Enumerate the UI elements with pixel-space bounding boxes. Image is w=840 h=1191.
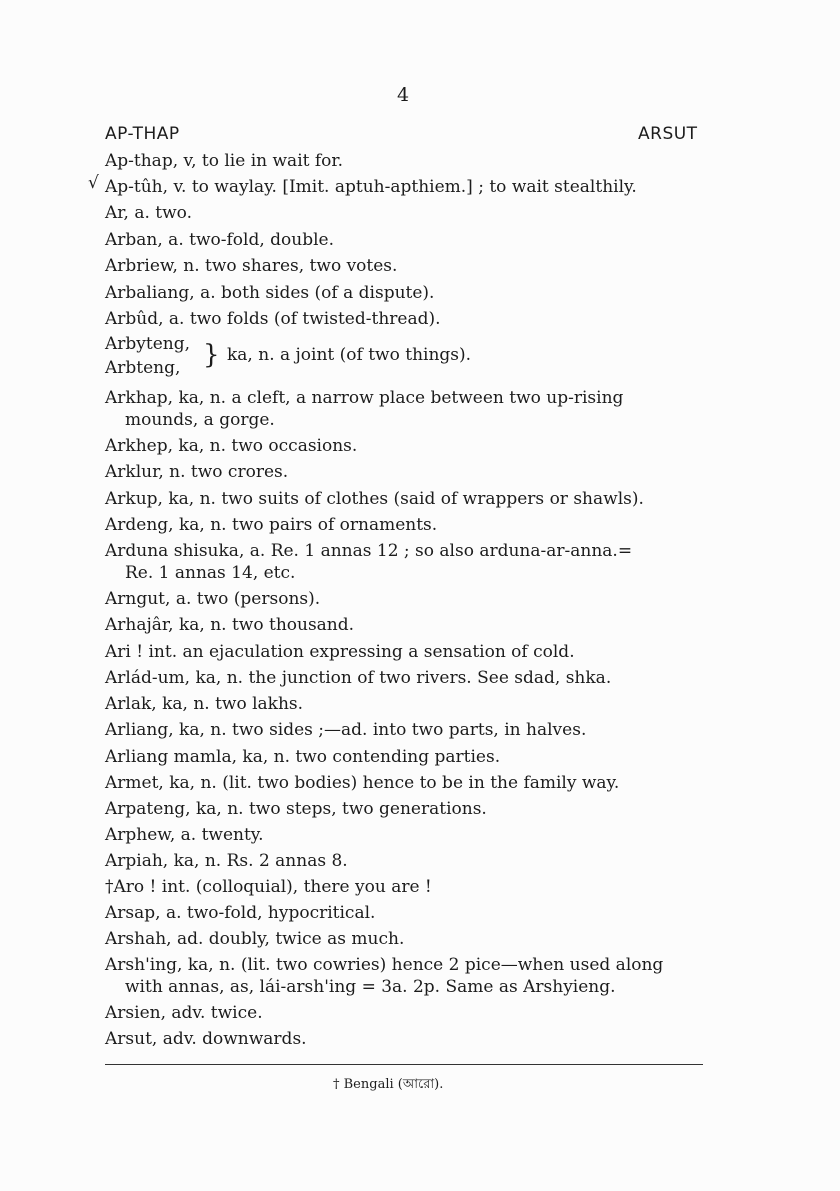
entry: †Aro ! int. (colloquial), there you are ! <box>105 877 432 897</box>
margin-checkmark: √ <box>88 173 99 193</box>
entry-continuation: Re. 1 annas 14, etc. <box>125 563 296 583</box>
entry: Ar, a. two. <box>105 203 193 223</box>
entry: Arkhap, ka, n. a cleft, a narrow place between two up-rising <box>105 388 624 408</box>
entry: Arpateng, ka, n. two steps, two generations. <box>105 799 487 819</box>
entry: Arkup, ka, n. two suits of clothes (said of wrappers or shawls). <box>105 489 644 509</box>
entry: Arsien, adv. twice. <box>105 1003 263 1023</box>
footnote: † Bengali (আরো). <box>333 1077 444 1092</box>
entry: Arduna shisuka, a. Re. 1 annas 12 ; so also arduna-ar-anna.= <box>105 541 633 561</box>
running-head-left: AP-THAP <box>105 124 180 144</box>
footnote-rule <box>105 1064 703 1065</box>
entry: Arbûd, a. two folds (of twisted-thread). <box>105 309 441 329</box>
entry: Arlád-um, ka, n. the junction of two rivers. See sdad, shka. <box>105 668 612 688</box>
entry: Arphew, a. twenty. <box>105 825 264 845</box>
entry: Arsap, a. two-fold, hypocritical. <box>105 903 376 923</box>
entry: Arliang, ka, n. two sides ;—ad. into two parts, in halves. <box>105 720 587 740</box>
entry: Arhajâr, ka, n. two thousand. <box>105 615 355 635</box>
entry: Arbriew, n. two shares, two votes. <box>105 256 398 276</box>
page-number: 4 <box>397 84 410 106</box>
entry: Arsh'ing, ka, n. (lit. two cowries) hence 2 pice—when used along <box>105 955 664 975</box>
entry: Arngut, a. two (persons). <box>105 589 321 609</box>
headword-variant: Arbteng, <box>105 358 181 378</box>
entry: Arlak, ka, n. two lakhs. <box>105 694 304 714</box>
definition: ka, n. a joint (of two things). <box>227 345 472 365</box>
headword-variant: Arbyteng, <box>105 334 191 354</box>
entry: Ap-tûh, v. to waylay. [Imit. aptuh-apthiem.] ; to wait stealthily. <box>105 177 637 197</box>
entry: Arkhep, ka, n. two occasions. <box>105 436 358 456</box>
brace-entry <box>105 334 605 386</box>
running-head-right: ARSUT <box>638 124 698 144</box>
entry: Arsut, adv. downwards. <box>105 1029 307 1049</box>
entry: Arpiah, ka, n. Rs. 2 annas 8. <box>105 851 348 871</box>
entry-continuation: with annas, as, lái-arsh'ing = 3a. 2p. Same as Arshyieng. <box>125 977 616 997</box>
entry: Ari ! int. an ejaculation expressing a sensation of cold. <box>105 642 575 662</box>
entry-continuation: mounds, a gorge. <box>125 410 275 430</box>
entry: Arshah, ad. doubly, twice as much. <box>105 929 405 949</box>
entry: Ardeng, ka, n. two pairs of ornaments. <box>105 515 438 535</box>
entry: Arbaliang, a. both sides (of a dispute). <box>105 283 435 303</box>
entry: Ap-thap, v, to lie in wait for. <box>105 151 344 171</box>
entry: Arliang mamla, ka, n. two contending parties. <box>105 747 501 767</box>
entry: Arklur, n. two crores. <box>105 462 289 482</box>
entry: Armet, ka, n. (lit. two bodies) hence to be in the family way. <box>105 773 620 793</box>
entry: Arban, a. two-fold, double. <box>105 230 334 250</box>
brace-symbol: } <box>203 340 220 370</box>
